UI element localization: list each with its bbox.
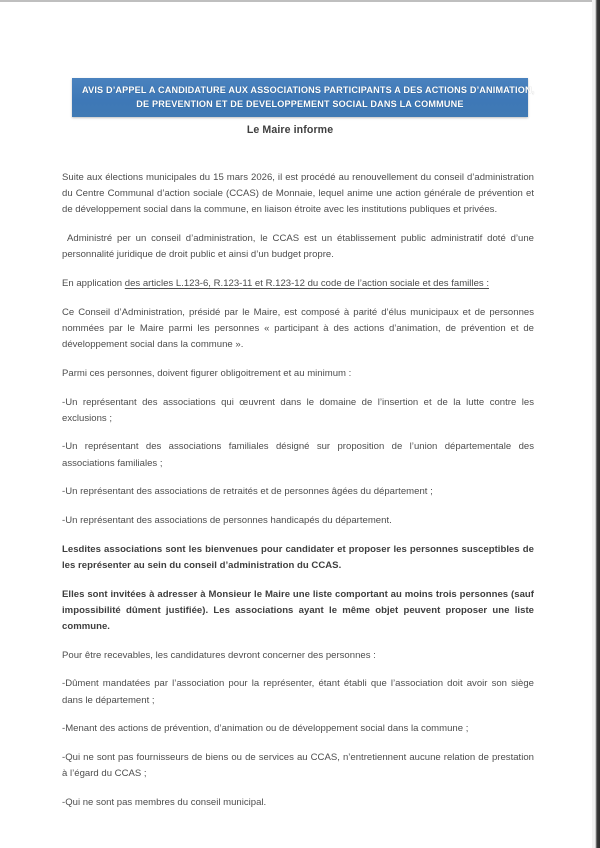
banner-title-line-2: DE PREVENTION ET DE DEVELOPPEMENT SOCIAL DANS LA COMMUNE [136,99,464,109]
list-item: -Qui ne sont pas membres du conseil municipal. [62,796,267,808]
list-item: -Dûment mandatées par l’association pour la représenter, étant établi que l’association doit avoir son siège dans le département ; [62,678,534,706]
list-item: -Un représentant des associations qui œuvrent dans le domaine de l’insertion et de la lutte contre les exclusions ; [62,396,534,424]
legal-articles-reference: des articles L.123-6, R.123-11 et R.123-12 du code de l’action sociale et des familles : [124,278,490,290]
paragraph-legal-articles [62,276,534,292]
paragraph-ccas-legal-status: Administré per un conseil d’administration, le CCAS est un établissement public administratif doté d’une personnalité juridique de droit public et ainsi d’un budget propre. [62,233,534,261]
list-item: -Qui ne sont pas fournisseurs de biens ou de services au CCAS, n’entretiennent aucune relation de prestation à l’égard du CCAS ; [62,752,534,780]
paragraph-invitation-to-apply: Lesdites associations sont les bienvenues pour candidater et proposer les personnes susceptibles de les représenter au sein du conseil d’administration du CCAS. [62,543,534,571]
paragraph-board-composition: Ce Conseil d’Administration, présidé par le Maire, est composé à parité d’élus municipaux et de personnes nommées par le Maire parmi les personnes « participant à des actions d’animation, de prévention et de développement social dans la commune ». [62,306,534,351]
paragraph-renewal-notice: Suite aux élections municipales du 15 mars 2026, il est procédé au renouvellement du conseil d’administration du Centre Communal d’action sociale (CCAS) de Monnaie, lequel anime une action générale de prévention et de développement social dans la commune, en liaison étroite avec les institutions publiques et privées. [62,172,534,216]
paragraph-eligibility-intro: Pour être recevables, les candidatures devront concerner des personnes : [62,649,376,661]
list-item: -Un représentant des associations de personnes handicapés du département. [62,515,392,527]
list-item: -Menant des actions de prévention, d’animation ou de développement social dans la commune ; [62,723,469,735]
banner-title-line-1: AVIS D’APPEL A CANDIDATURE AUX ASSOCIATIONS PARTICIPANTS A DES ACTIONS D’ANIMATION, [82,85,535,95]
notice-body [62,170,534,811]
list-item: -Un représentant des associations familiales désigné sur proposition de l’union départementale des associations familiales ; [62,441,534,469]
paragraph-submission-instructions: Elles sont invitées à adresser à Monsieur le Maire une liste comportant au moins trois personnes (sauf impossibilité dûment justifiée). Les associations ayant le même objet peuvent proposer une liste commune. [62,588,534,633]
scan-right-edge-artifact [595,0,600,848]
list-item: -Un représentant des associations de retraités et de personnes âgées du département ; [62,486,433,498]
notice-subtitle: Le Maire informe [246,124,334,136]
notice-title-banner [72,78,535,117]
legal-articles-prefix: En application [62,278,125,290]
paragraph-required-members-intro: Parmi ces personnes, doivent figurer obligoitrement et au minimum : [62,367,352,379]
